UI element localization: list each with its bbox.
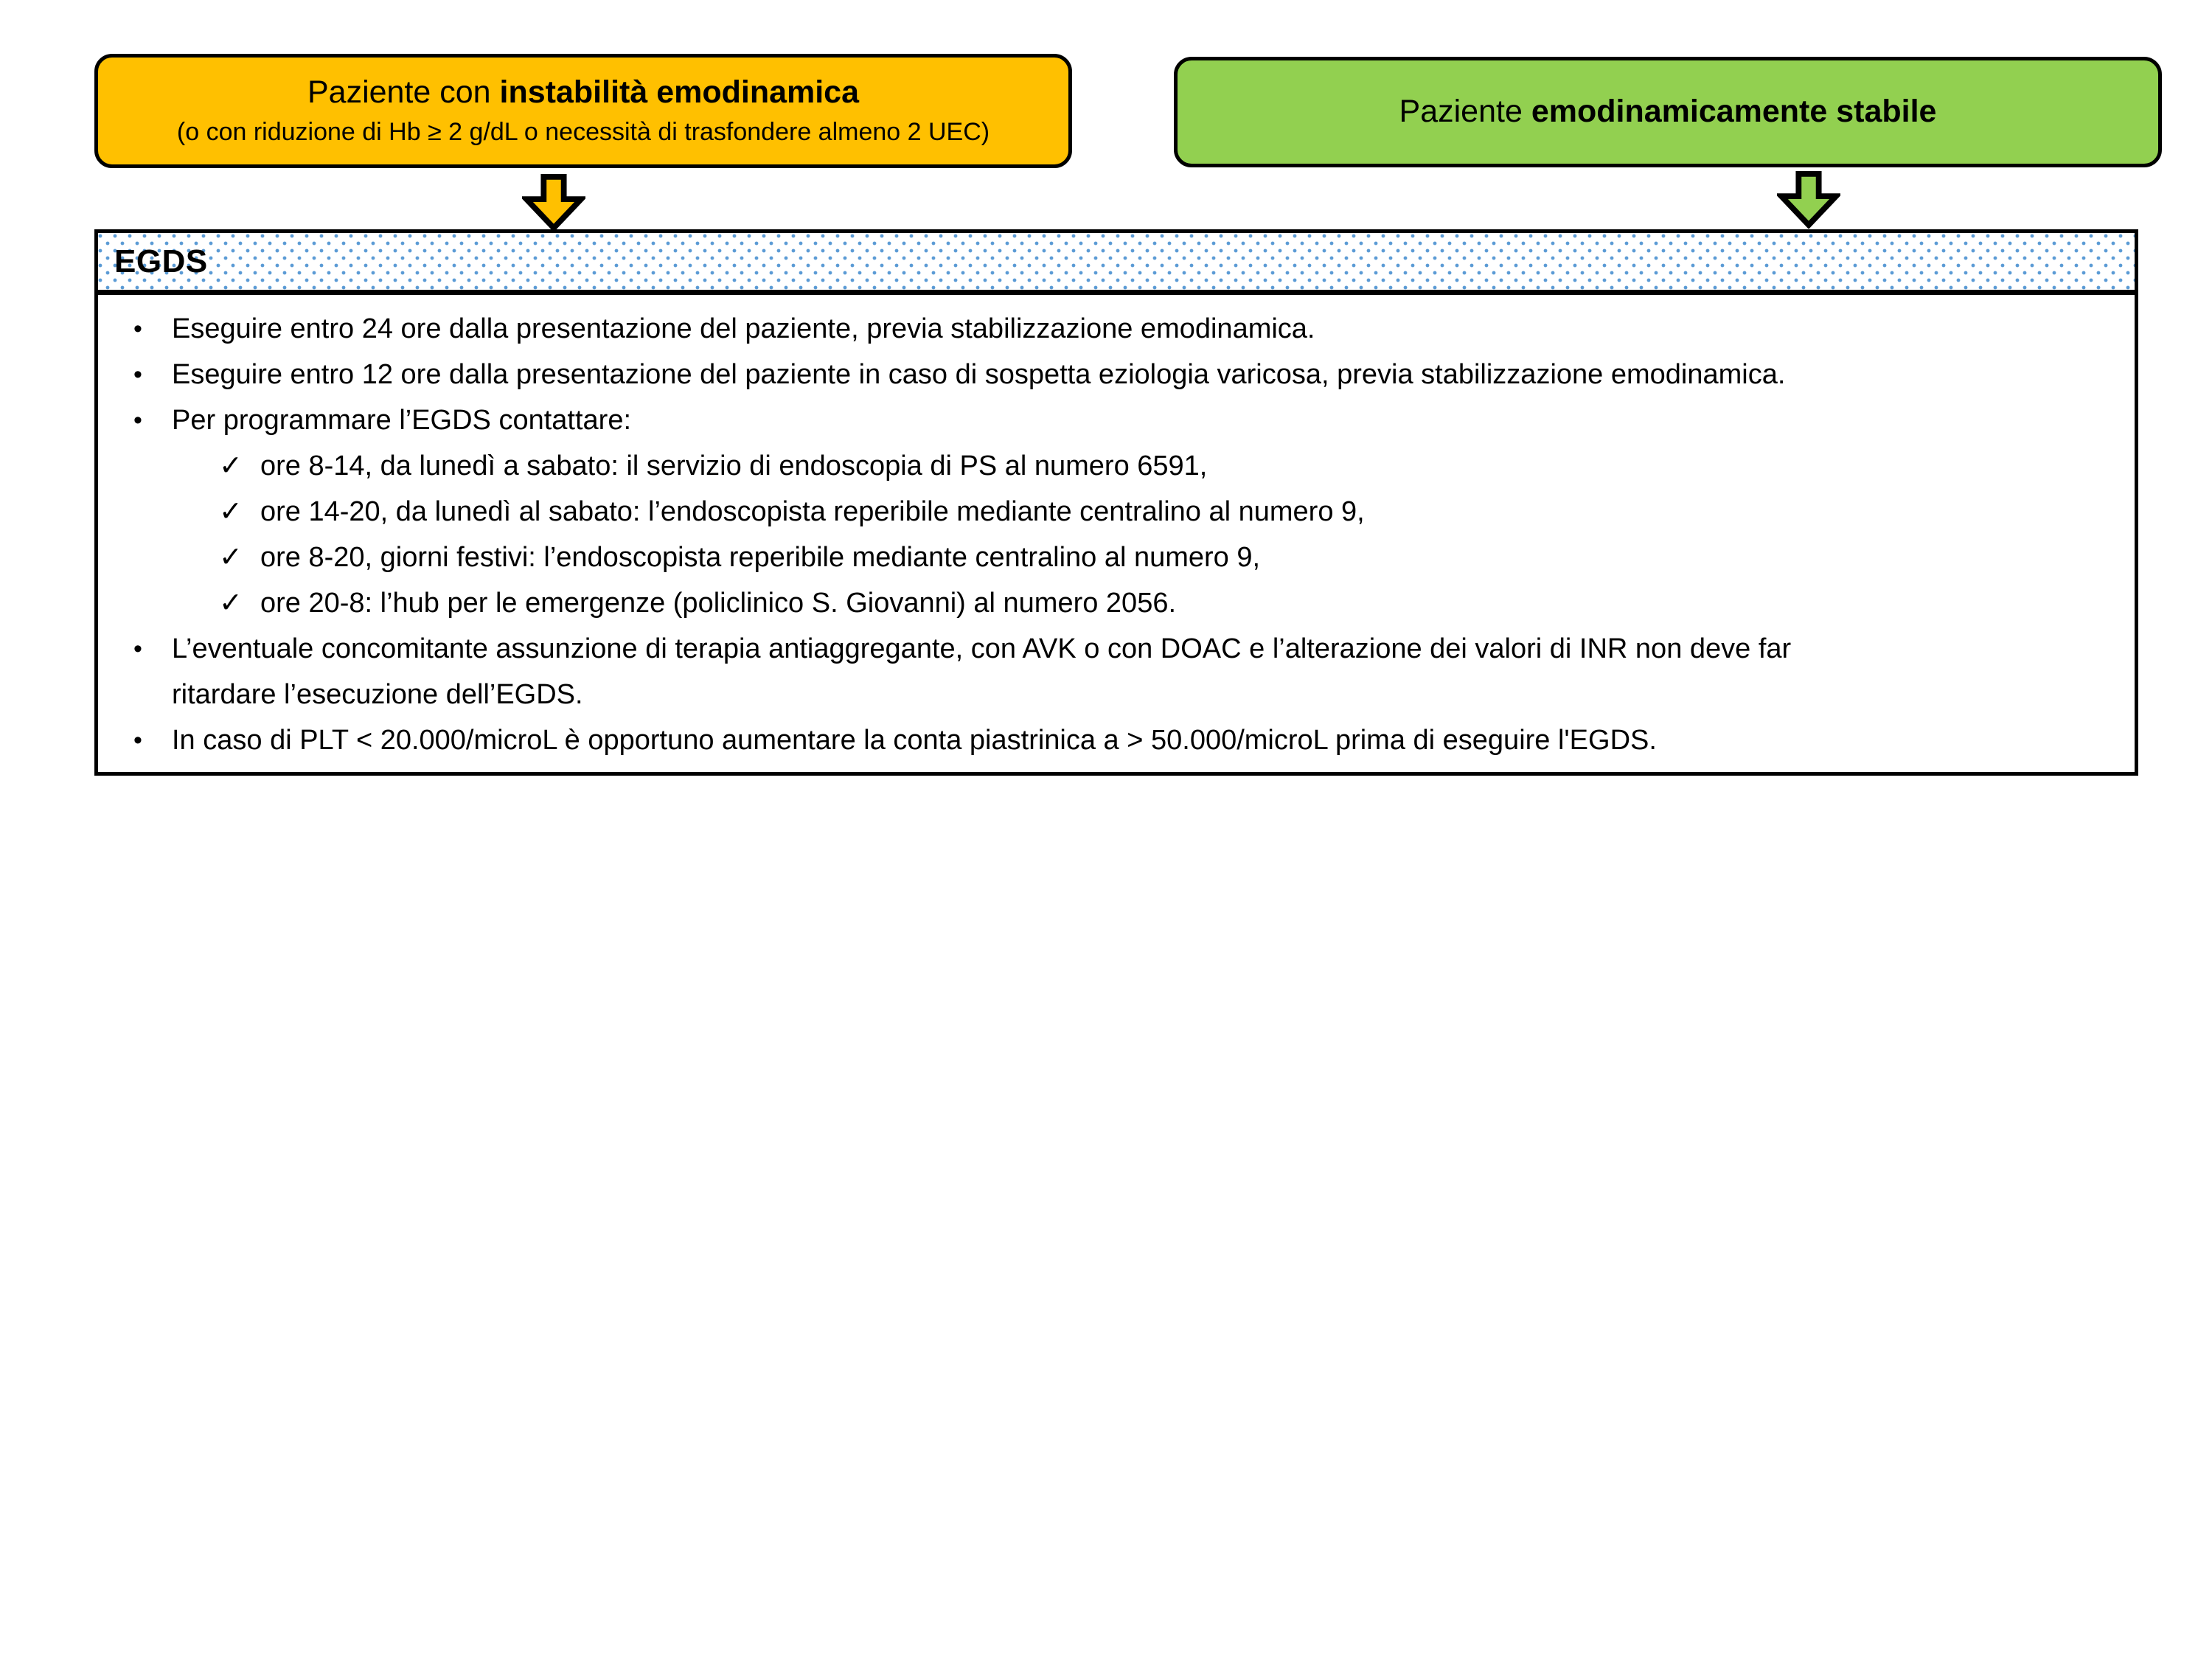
egds-panel (94, 229, 2138, 776)
patient-unstable-title-bold: instabilità emodinamica (499, 74, 860, 111)
check-icon: ✓ (219, 542, 243, 573)
list-item-text: L’eventuale concomitante assunzione di terapia antiaggregante, con AVK o con DOAC e l’alterazione dei valori di INR non deve far ritardare l’esecuzione dell’EGDS. (172, 633, 1792, 710)
patient-unstable-box (94, 54, 1072, 168)
list-item-text: Eseguire entro 24 ore dalla presentazione del paziente, previa stabilizzazione emodinamica. (172, 313, 1315, 344)
list-item-text: ore 8-20, giorni festivi: l’endoscopista reperibile mediante centralino al numero 9, (260, 542, 1261, 573)
bullet-icon: • (133, 635, 142, 663)
list-item-text: In caso di PLT < 20.000/microL è opportuno aumentare la conta piastrinica a > 50.000/microL prima di eseguire l'EGDS. (172, 725, 1657, 756)
egds-panel-title: EGDS (114, 243, 208, 279)
egds-bullet-list (98, 295, 2135, 772)
list-item (116, 580, 2117, 626)
patient-stable-box (1174, 57, 2162, 167)
list-item-text: Eseguire entro 12 ore dalla presentazione del paziente in caso di sospetta eziologia varicosa, previa stabilizzazione emodinamica. (172, 359, 1786, 390)
patient-stable-title-bold: emodinamicamente stabile (1531, 94, 1937, 130)
list-item (116, 306, 2117, 352)
check-icon: ✓ (219, 496, 243, 527)
down-arrow-unstable-icon (522, 174, 585, 232)
list-item-text: ore 20-8: l’hub per le emergenze (policlinico S. Giovanni) al numero 2056. (260, 588, 1177, 619)
list-item-text: Per programmare l’EGDS contattare: (172, 405, 632, 436)
list-item (116, 489, 2117, 535)
patient-stable-title (1399, 93, 1937, 131)
patient-stable-title-regular: Paziente (1399, 94, 1531, 130)
patient-unstable-title-regular: Paziente con (307, 74, 500, 111)
check-icon: ✓ (219, 451, 243, 481)
list-item (116, 352, 2117, 397)
bullet-icon: • (133, 726, 142, 754)
list-item (116, 443, 2117, 489)
check-icon: ✓ (219, 588, 243, 619)
list-item-text: ore 14-20, da lunedì al sabato: l’endoscopista reperibile mediante centralino al numero 9, (260, 496, 1365, 527)
bullet-icon: • (133, 315, 142, 343)
patient-unstable-title (307, 74, 859, 112)
egds-panel-header (98, 233, 2135, 295)
list-item (116, 626, 2117, 717)
patient-unstable-subtitle: (o con riduzione di Hb ≥ 2 g/dL o necessità di trasfondere almeno 2 UEC) (176, 118, 990, 147)
list-item (116, 717, 2117, 763)
list-item-text: ore 8-14, da lunedì a sabato: il servizio di endoscopia di PS al numero 6591, (260, 451, 1208, 481)
bullet-icon: • (133, 406, 142, 434)
list-item (116, 535, 2117, 580)
down-arrow-stable-icon (1777, 171, 1840, 229)
list-item (116, 397, 2117, 443)
bullet-icon: • (133, 361, 142, 389)
